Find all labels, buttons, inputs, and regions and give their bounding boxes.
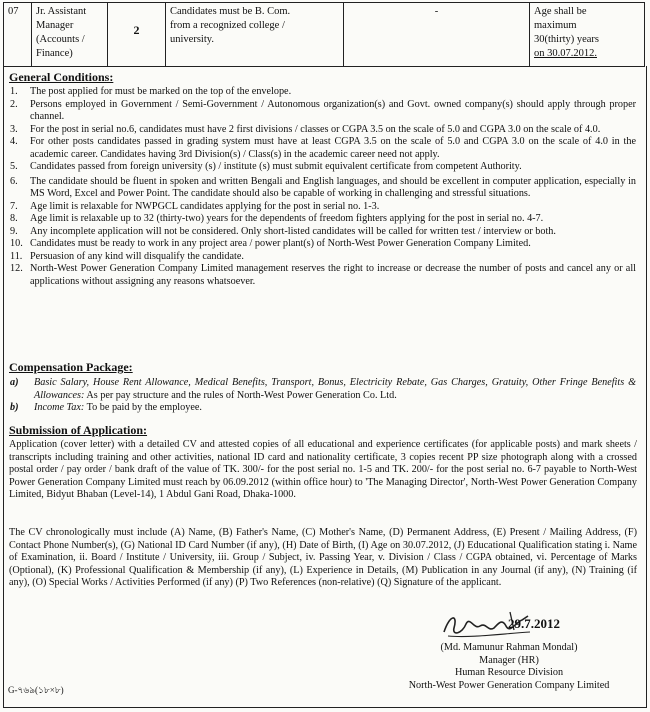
submission-heading: Submission of Application: bbox=[9, 423, 148, 437]
list-item: 9. Any incomplete application will not be considered. Only short-listed candidates will be called for written test / interview or both. bbox=[10, 225, 556, 237]
list-item: b) Income Tax: To be paid by the employee. bbox=[10, 402, 202, 413]
list-item: 4. For other posts candidates passed in grading system must have at least CGPA 3.5 on the scale of 5.0 and CGPA 3.0 on the scale of 4.0 in the academic career. Candidates having 3rd Division(s) / Class(s) in the academic career need not apply. bbox=[10, 136, 636, 160]
signatory-company: North-West Power Generation Company Limited bbox=[408, 679, 610, 691]
list-item: 10. Candidates must be ready to work in any project area / power plant(s) of North-West Power Generation Company Limited. bbox=[10, 238, 531, 249]
post-name-cell: Jr. Assistant Manager (Accounts / Finance) bbox=[32, 3, 108, 66]
list-item: 2. Persons employed in Government / Semi-Government / Autonomous organization(s) and Govt. owned company(s) should apply through proper channel. bbox=[10, 98, 636, 122]
submission-paragraph-1: Application (cover letter) with a detailed CV and attested copies of all educational and experience certificates (for applicable posts) and mark sheets / transcripts including training and other activities, national ID card and nationality certificate, 3 copies recent PP size photograph along with a crossed postal order / pay order / bank draft of the value of TK. 300/- for the post serial no. 1-5 and TK. 200/- for the post serial no. 6-7 payable to North-West Power Generation Company Limited must reach by 06.09.2012 (within office hour) to 'The Managing Director', North-West Power Generation Company Limited, Bidyut Bhaban (Level-14), 1 Abdul Gani Road, Dhaka-1000. bbox=[9, 439, 637, 500]
serial-cell: 07 bbox=[4, 3, 32, 66]
submission-paragraph-2: The CV chronologically must include (A) Name, (B) Father's Name, (C) Mother's Name, (D) Permanent Address, (E) Present / Mailing Address, (F) Contact Phone Number(s), (G) National ID Card Number (if any), (H) Date of Birth, (I) Age on 30.07.2012, (J) Educational Qualification stating i. Name of Examination, ii. Board / Institute / University, iii. Group / Subject, iv. Passing Year, v. Division / Class / CGPA obtained, vi. Percentage of Marks (Optional), (K) Professional Qualification & Membership (if any), (L) Experience in Details, (M) Publication in any Journal (if any), (N) Training (if any), (O) Special Works / Activities Performed (if any) (P) Two References (non-relative) (Q) Signature of the applicant. bbox=[9, 527, 637, 588]
signatory-title: Manager (HR) bbox=[479, 654, 539, 666]
list-item: 1. The post applied for must be marked on the top of the envelope. bbox=[10, 86, 292, 97]
signature-date: 29.7.2012 bbox=[508, 616, 560, 631]
print-code: G-৭৬৯(১৮×৮) bbox=[8, 685, 64, 695]
list-item: 5. Candidates passed from foreign university (s) / institute (s) must submit equivalent certificate from competent Authority. bbox=[10, 161, 522, 172]
qualification-cell: Candidates must be B. Com. from a recognized college / university. bbox=[166, 3, 344, 66]
list-item: 7. Age limit is relaxable for NWPGCL candidates applying for the post in serial no. 1-3. bbox=[10, 200, 380, 212]
signatory-division: Human Resource Division bbox=[454, 667, 564, 678]
list-item: 11. Persuasion of any kind will disqualify the candidate. bbox=[10, 250, 244, 262]
compensation-heading: Compensation Package: bbox=[9, 360, 133, 374]
age-cell: Age shall be maximum 30(thirty) years on 30.07.2012. bbox=[534, 6, 600, 59]
compensation-list bbox=[10, 377, 636, 415]
list-item: 8. Age limit is relaxable up to 32 (thirty-two) years for the dependents of freedom fighters applying for the post in serial no. 4-7. bbox=[10, 213, 544, 224]
signatory-name: (Md. Mamunur Rahman Mondal) bbox=[440, 642, 578, 653]
list-item: a) Basic Salary, House Rent Allowance, Medical Benefits, Transport, Bonus, Electricity Rebate, Gas Charges, Gratuity, Other Fringe Benefits & Allowances: As per pay structure and the rules of North-West Power Generation Co. Ltd. bbox=[10, 377, 636, 401]
general-conditions-list bbox=[10, 86, 636, 288]
list-item: 12. North-West Power Generation Company Limited management reserves the right to increase or decrease the number of posts and cancel any or all applications without assigning any reasons whatsoever. bbox=[10, 263, 636, 287]
signature-block bbox=[380, 608, 640, 708]
signatory-details bbox=[380, 642, 638, 692]
post-table-row bbox=[3, 2, 645, 67]
general-conditions-heading: General Conditions: bbox=[9, 70, 114, 84]
number-of-posts-cell: 2 bbox=[108, 3, 166, 66]
list-item: 6. The candidate should be fluent in spoken and written Bengali and English languages, and should be excellent in computer application, especially in MS Word, Excel and Power Point. The candidate should also be capable of working in challenging and stressful situations. bbox=[10, 175, 636, 199]
list-item: 3. For the post in serial no.6, candidates must have 2 first divisions / classes or CGPA 3.5 on the scale of 5.0 and CGPA 3.0 on the scale of 4.0. bbox=[10, 123, 601, 135]
experience-cell: - bbox=[344, 3, 530, 66]
